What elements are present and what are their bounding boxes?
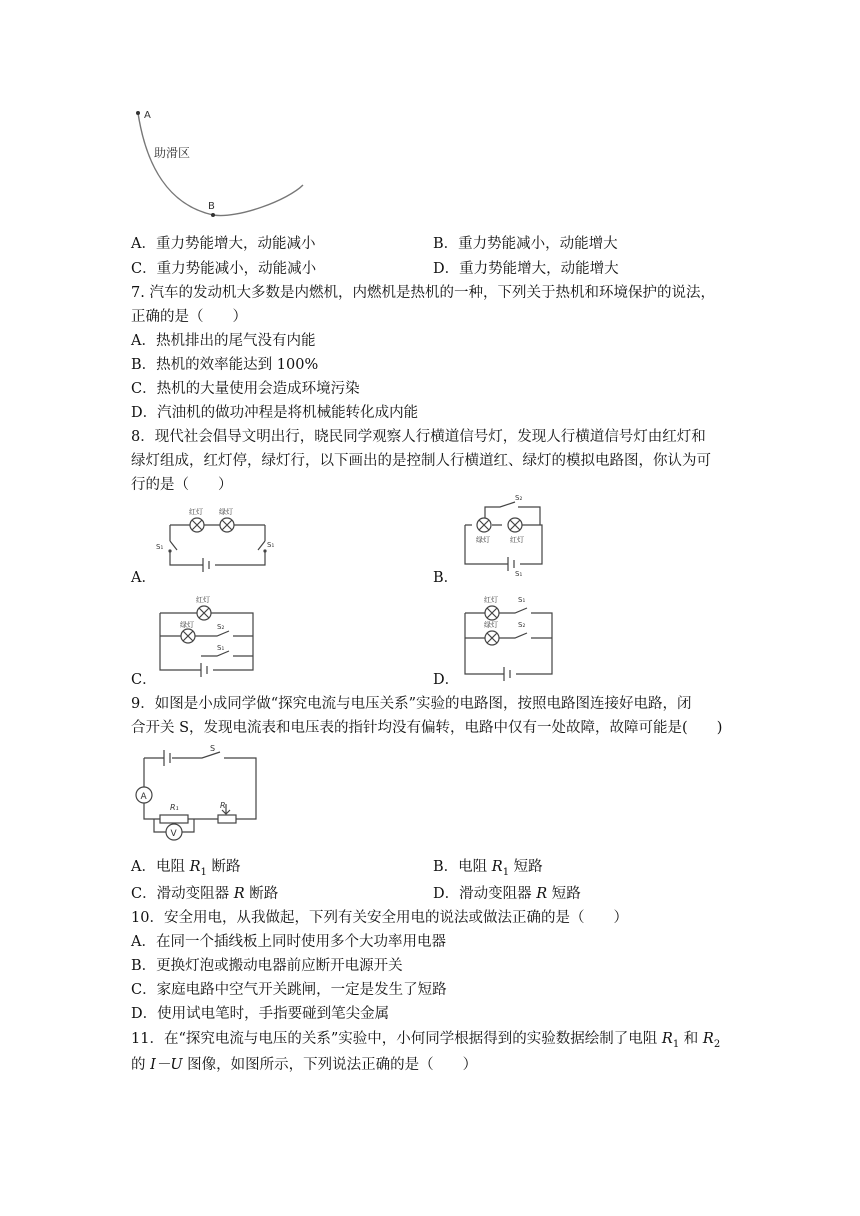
q7-option-d: D．汽油机的做功冲程是将机械能转化成内能 [131,405,419,421]
q8-option-a: A． [131,570,156,586]
slope-point-b: B [208,201,215,212]
q6-option-d: D．重力势能增大，动能增大 [433,261,619,277]
q8-a-s1b-label: S₁ [267,541,275,549]
q8-stem: 8．现代社会倡导文明出行，晓民同学观察人行横道信号灯，发现人行横道信号灯由红灯和 [131,429,706,445]
q8-c-s1-label: S₁ [217,644,225,652]
q6-option-b: B．重力势能减小，动能增大 [433,236,618,252]
q8-circuit-d [460,596,560,678]
q6-option-c: C．重力势能减小，动能减小 [131,261,317,277]
q10-option-a: A．在同一个插线板上同时使用多个大功率用电器 [131,934,446,950]
q8-d-red-label: 红灯 [484,596,498,604]
q9-voltmeter-label: V [170,829,177,839]
q8-option-c: C． [131,672,157,688]
q8-a-green-label: 绿灯 [219,508,233,516]
q11-stem-cont: 的 I－U 图像，如图所示，下列说法正确的是（ ） [131,1057,478,1073]
q8-c-s2-label: S₂ [217,623,225,631]
q8-stem-cont-2: 行的是（ ） [131,477,233,493]
q9-r1-label: R₁ [170,803,179,812]
slope-region-label: 助滑区 [154,146,191,160]
q10-option-b: B．更换灯泡或搬动电器前应断开电源开关 [131,958,403,974]
q9-ammeter-label: A [140,792,147,802]
q8-circuit-a [155,505,280,575]
q8-d-s1-label: S₁ [518,596,526,604]
q8-b-s2-label: S₂ [515,494,523,502]
q9-stem-cont: 合开关 S，发现电流表和电压表的指针均没有偏转，电路中仅有一处故障，故障可能是( ) [131,720,723,736]
q8-a-s1-label: S₁ [156,543,164,551]
q8-c-green-label: 绿灯 [180,621,194,629]
q7-option-a: A．热机排出的尾气没有内能 [131,333,316,349]
q9-option-c: C．滑动变阻器 R 断路 [131,886,279,902]
ski-slope-diagram [128,105,328,225]
q9-option-d: D．滑动变阻器 R 短路 [433,886,581,902]
q8-option-b: B． [433,570,459,586]
q6-option-a: A．重力势能增大，动能减小 [131,236,316,252]
q8-b-s1-label: S₁ [515,570,523,578]
q8-b-green-label: 绿灯 [476,536,490,544]
q10-option-d: D．使用试电笔时，手指要碰到笔尖金属 [131,1006,390,1022]
q8-c-red-label: 红灯 [196,596,210,604]
q8-d-s2-label: S₂ [518,621,526,629]
q8-a-red-label: 红灯 [189,508,203,516]
slope-point-a: A [144,110,151,121]
q8-stem-cont-1: 绿灯组成，红灯停，绿灯行，以下画出的是控制人行横道红、绿灯的模拟电路图，你认为可 [131,453,711,469]
q9-r-label: R [220,801,226,810]
q10-option-c: C．家庭电路中空气开关跳闸，一定是发生了短路 [131,982,447,998]
q9-option-a: A．电阻 $R_1$ 断路 [131,859,241,878]
q11-stem: 11．在“探究电流与电压的关系”实验中，小何同学根据得到的实验数据绘制了电阻 $R_1$ 和 $R_2$ [131,1031,721,1050]
q7-stem: 7. 汽车的发动机大多数是内燃机，内燃机是热机的一种，下列关于热机和环境保护的说法， [131,285,715,301]
q8-b-red-label: 红灯 [510,536,524,544]
q9-stem: 9．如图是小成同学做“探究电流与电压关系”实验的电路图，按照电路图连接好电路，闭 [131,696,692,712]
q9-option-b: B．电阻 $R_1$ 短路 [433,859,543,878]
q8-circuit-c [155,596,265,678]
q8-option-d: D． [433,672,460,688]
q9-switch-label: S [210,744,216,753]
q7-option-c: C．热机的大量使用会造成环境污染 [131,381,360,397]
q10-stem: 10．安全用电，从我做起，下列有关安全用电的说法或做法正确的是（ ） [131,910,628,926]
q9-circuit [132,744,272,844]
q7-stem-cont: 正确的是（ ） [131,309,247,325]
q7-option-b: B．热机的效率能达到 100% [131,357,319,373]
q8-circuit-b [460,492,555,577]
q8-d-green-label: 绿灯 [484,621,498,629]
